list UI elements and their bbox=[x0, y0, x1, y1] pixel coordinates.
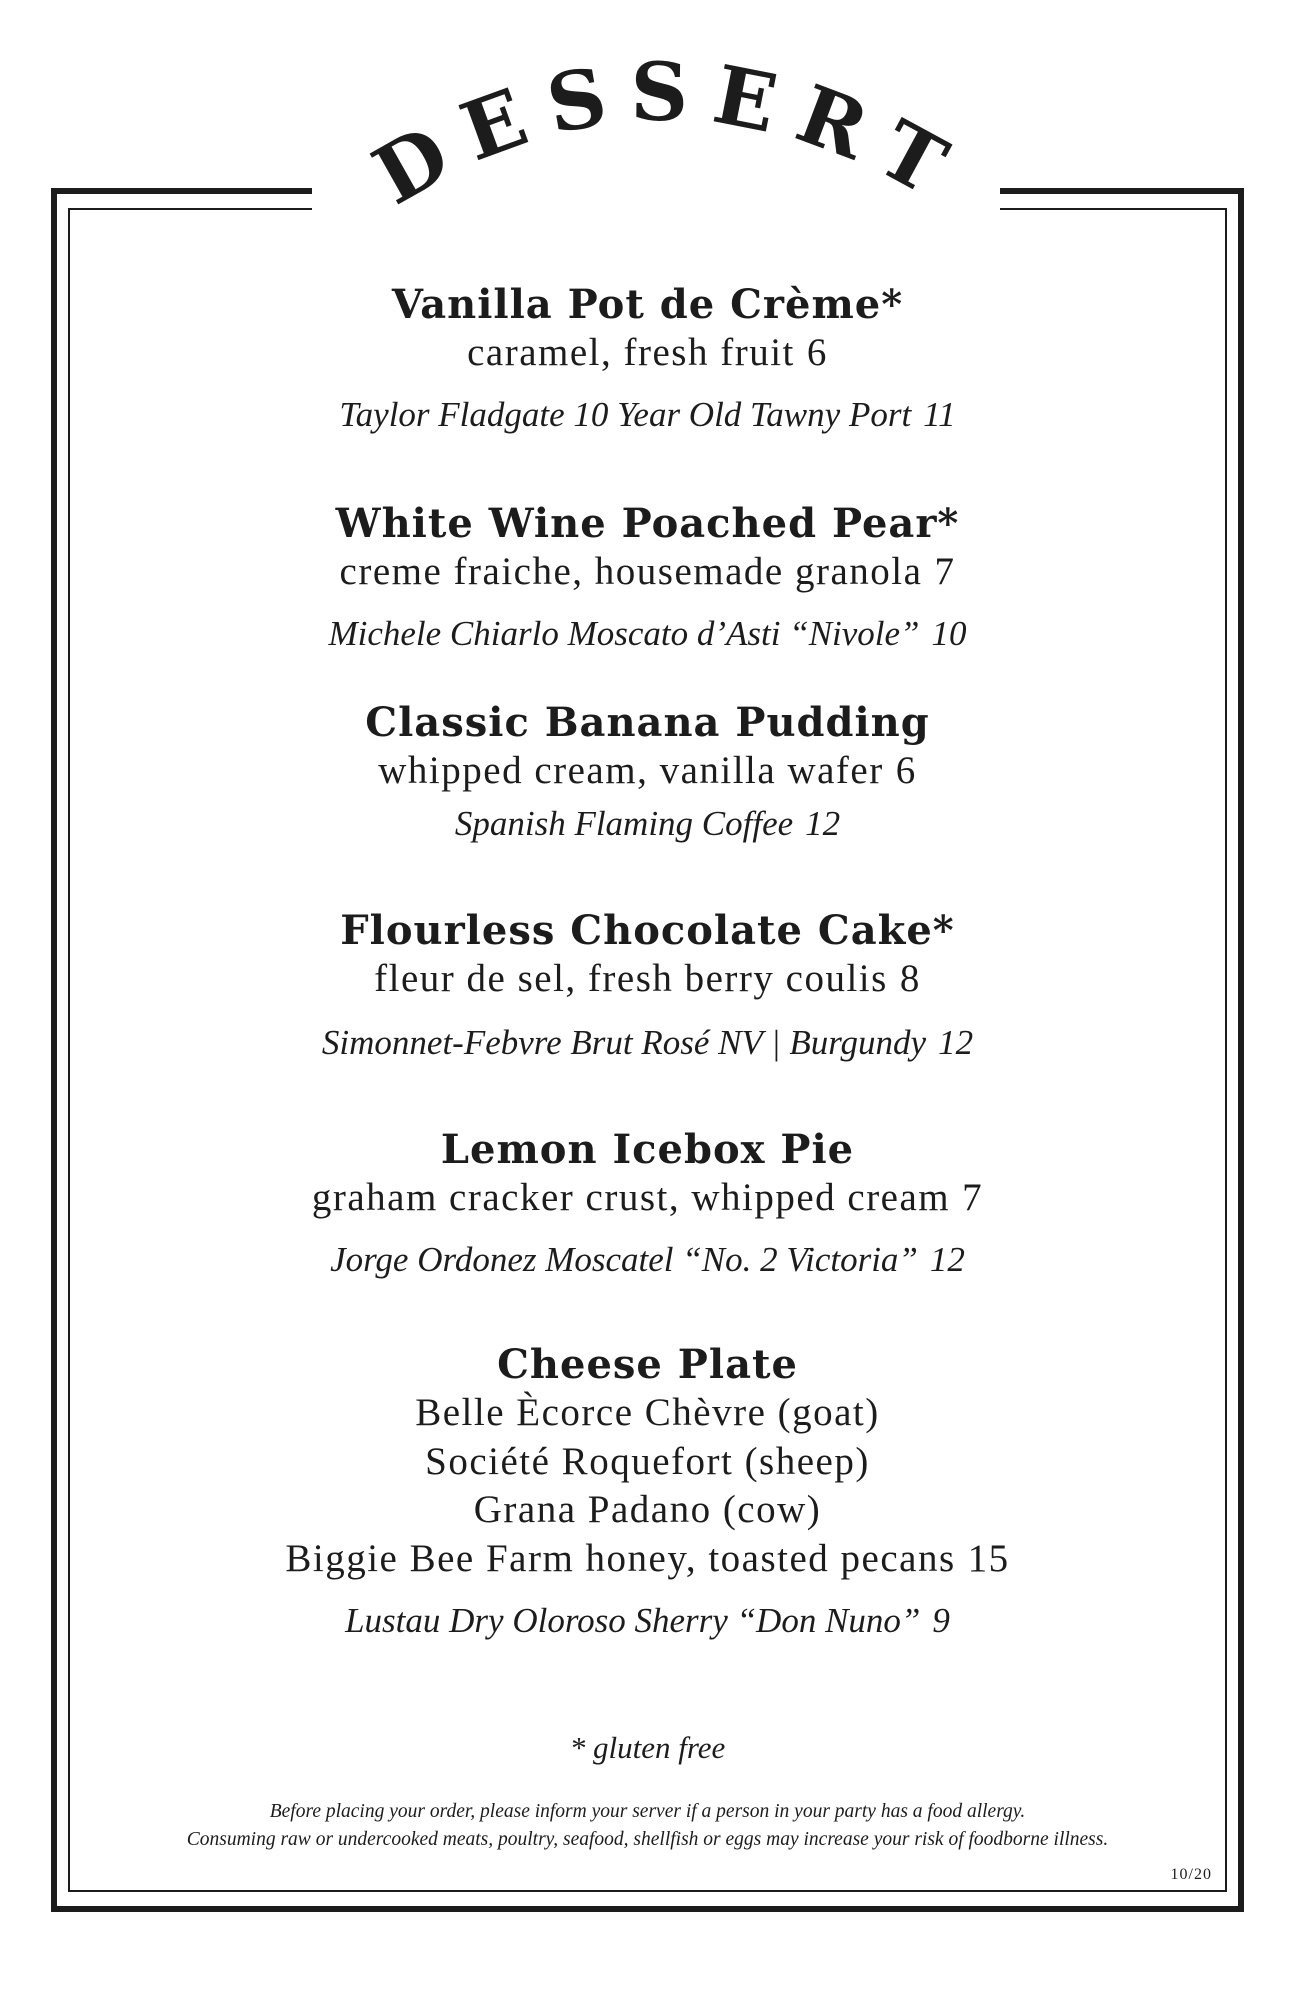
item-description-text: Biggie Bee Farm honey, toasted pecans bbox=[285, 1537, 956, 1580]
item-price: 6 bbox=[806, 331, 828, 374]
item-description bbox=[68, 747, 1227, 796]
menu-item bbox=[68, 500, 1227, 655]
menu-item bbox=[68, 281, 1227, 436]
item-description-text: fleur de sel, fresh berry coulis bbox=[374, 957, 888, 1001]
item-name: Classic Banana Pudding bbox=[365, 698, 930, 746]
gluten-free-note: * gluten free bbox=[569, 1730, 726, 1765]
wine-pairing bbox=[68, 803, 1227, 845]
disclaimer-line: Consuming raw or undercooked meats, poultry, seafood, shellfish or eggs may increase your risk of foodborne illness. bbox=[186, 1829, 1109, 1851]
item-description-text: whipped cream, vanilla wafer bbox=[378, 748, 884, 792]
item-name: Vanilla Pot de Crème* bbox=[391, 281, 904, 328]
pairing-name: Michele Chiarlo Moscato d’Asti “Nivole” bbox=[328, 613, 920, 653]
menu-item bbox=[68, 1126, 1227, 1281]
pairing-name: Spanish Flaming Coffee bbox=[454, 804, 794, 844]
item-description: Société Roquefort (sheep) bbox=[425, 1439, 870, 1483]
pairing-price: 10 bbox=[931, 613, 967, 653]
item-description bbox=[68, 1174, 1227, 1223]
svg-text:DESSERT bbox=[358, 45, 980, 224]
pairing-price: 11 bbox=[923, 394, 956, 434]
menu-code: 10/20 bbox=[1170, 1866, 1212, 1883]
pairing-price: 12 bbox=[938, 1023, 974, 1062]
item-description-text: graham cracker crust, whipped cream bbox=[311, 1176, 951, 1219]
pairing-name: Lustau Dry Oloroso Sherry “Don Nuno” bbox=[345, 1600, 921, 1640]
dessert-menu bbox=[68, 270, 1227, 1642]
item-description bbox=[68, 1535, 1227, 1584]
menu-title-text: DESSERT bbox=[358, 44, 981, 224]
menu-item bbox=[68, 1341, 1227, 1642]
item-price: 15 bbox=[967, 1537, 1010, 1580]
item-name: Lemon Icebox Pie bbox=[440, 1126, 855, 1173]
item-description bbox=[68, 548, 1227, 597]
menu-item bbox=[68, 699, 1227, 846]
wine-pairing bbox=[68, 613, 1227, 655]
wine-pairing bbox=[68, 1600, 1227, 1642]
item-price: 8 bbox=[899, 957, 921, 1001]
allergy-disclaimer bbox=[68, 1798, 1227, 1855]
item-name: Cheese Plate bbox=[497, 1340, 798, 1388]
pairing-name: Simonnet-Febvre Brut Rosé NV | Burgundy bbox=[321, 1023, 927, 1062]
wine-pairing bbox=[68, 1022, 1227, 1064]
item-name: White Wine Poached Pear* bbox=[335, 499, 960, 547]
item-description-text: caramel, fresh fruit bbox=[467, 331, 795, 374]
item-price: 6 bbox=[895, 748, 917, 792]
item-price: 7 bbox=[934, 549, 956, 593]
item-description-text: creme fraiche, housemade granola bbox=[339, 549, 923, 593]
menu-item bbox=[68, 907, 1227, 1064]
item-description bbox=[68, 329, 1227, 378]
item-description: Belle Ècorce Chèvre (goat) bbox=[415, 1390, 880, 1434]
pairing-price: 12 bbox=[929, 1239, 965, 1279]
pairing-price: 9 bbox=[932, 1600, 950, 1640]
item-price: 7 bbox=[962, 1176, 984, 1219]
pairing-price: 12 bbox=[805, 804, 841, 844]
pairing-name: Jorge Ordonez Moscatel “No. 2 Victoria” bbox=[330, 1239, 918, 1279]
disclaimer-line: Before placing your order, please inform your server if a person in your party has a food allergy. bbox=[269, 1801, 1026, 1822]
wine-pairing bbox=[68, 394, 1227, 436]
menu-title bbox=[0, 0, 1294, 240]
pairing-name: Taylor Fladgate 10 Year Old Tawny Port bbox=[339, 394, 912, 434]
item-description: Grana Padano (cow) bbox=[473, 1488, 822, 1532]
item-name: Flourless Chocolate Cake* bbox=[340, 907, 955, 955]
item-description bbox=[68, 955, 1227, 1004]
wine-pairing bbox=[68, 1239, 1227, 1281]
